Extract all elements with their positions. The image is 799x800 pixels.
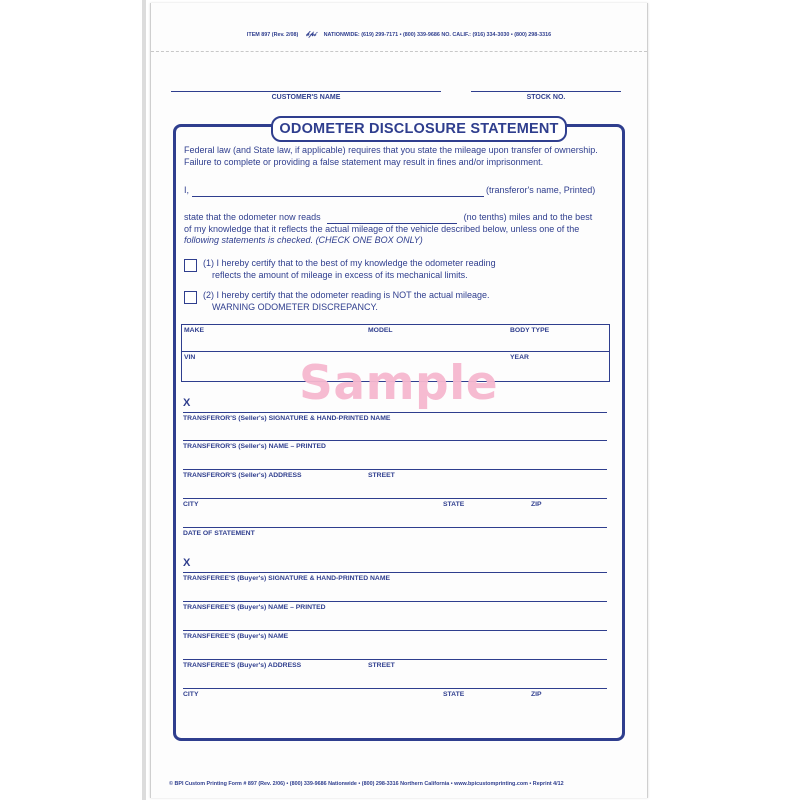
buyer-city-line[interactable] bbox=[183, 688, 607, 689]
statement-line-3: following statements is checked. (CHECK ONE BOX ONLY) bbox=[184, 235, 423, 245]
odometer-reading-input[interactable] bbox=[327, 214, 457, 224]
item-number: ITEM 897 (Rev. 2/08) bbox=[246, 32, 299, 38]
seller-street-label: STREET bbox=[368, 472, 395, 479]
make-field[interactable]: MAKE bbox=[184, 327, 205, 334]
intro-line-1: Federal law (and State law, if applicable) requires that you state the mileage upon transfer of ownership. bbox=[184, 145, 598, 155]
seller-x-mark: X bbox=[183, 397, 191, 409]
checkbox-2-line-2: WARNING ODOMETER DISCREPANCY. bbox=[212, 301, 378, 312]
statement-part-2: (no tenths) miles and to the best bbox=[463, 212, 593, 222]
seller-name-line[interactable] bbox=[183, 440, 607, 441]
transferor-prefix: I, bbox=[184, 185, 190, 195]
seller-city-label: CITY bbox=[183, 501, 199, 508]
statement-line-2: of my knowledge that it reflects the actual mileage of the vehicle described below, unless one of the bbox=[184, 223, 580, 234]
bpi-logo: 𝒷𝓅𝒾 bbox=[305, 31, 317, 38]
buyer-street-label: STREET bbox=[368, 662, 395, 669]
sample-watermark: Sample bbox=[299, 356, 499, 411]
seller-name-label: TRANSFEROR'S (Seller's) NAME – PRINTED bbox=[183, 443, 326, 450]
seller-address-line[interactable] bbox=[183, 469, 607, 470]
body-type-field[interactable]: BODY TYPE bbox=[510, 327, 550, 334]
year-field[interactable]: YEAR bbox=[510, 354, 529, 361]
stock-no-label: STOCK NO. bbox=[526, 94, 566, 101]
buyer-name-label: TRANSFEREE'S (Buyer's) NAME bbox=[183, 633, 289, 640]
form-footer: © BPI Custom Printing Form # 897 (Rev. 2/06) • (800) 339-9686 Nationwide • (800) 298-3316 Northern California • www.bpicustomprinting.com • Reprint 4/12 bbox=[169, 781, 564, 787]
buyer-name-printed-label: TRANSFEREE'S (Buyer's) NAME – PRINTED bbox=[183, 604, 326, 611]
stock-no-field[interactable] bbox=[471, 91, 621, 101]
buyer-zip-label: ZIP bbox=[531, 691, 542, 698]
seller-address-label: TRANSFEROR'S (Seller's) ADDRESS bbox=[183, 472, 302, 479]
statement-date-label: DATE OF STATEMENT bbox=[183, 530, 255, 537]
checkbox-mechanical-limits[interactable] bbox=[184, 259, 197, 272]
checkbox-2-text bbox=[203, 290, 613, 313]
buyer-x-mark: X bbox=[183, 557, 191, 569]
seller-state-label: STATE bbox=[443, 501, 465, 508]
checkbox-2-line-1: (2) I hereby certify that the odometer reading is NOT the actual mileage. bbox=[203, 290, 490, 300]
vehicle-box-divider bbox=[182, 351, 609, 352]
checkbox-1-line-2: reflects the amount of mileage in excess of its mechanical limits. bbox=[212, 269, 468, 280]
buyer-address-line[interactable] bbox=[183, 659, 607, 660]
odometer-form-frame bbox=[173, 121, 625, 741]
form-sheet bbox=[150, 3, 648, 798]
transferor-name-input[interactable] bbox=[192, 187, 484, 197]
statement-date-line[interactable] bbox=[183, 527, 607, 528]
transferor-suffix: (transferor's name, Printed) bbox=[486, 185, 596, 195]
mileage-statement bbox=[184, 212, 624, 247]
buyer-city-label: CITY bbox=[183, 691, 199, 698]
buyer-address-label: TRANSFEREE'S (Buyer's) ADDRESS bbox=[183, 662, 302, 669]
intro-line-2: Failure to complete or providing a false statement may result in fines and/or imprisonment. bbox=[184, 156, 544, 167]
vin-field[interactable]: VIN bbox=[184, 354, 196, 361]
checkbox-1-text bbox=[203, 258, 613, 281]
checkbox-not-actual-mileage[interactable] bbox=[184, 291, 197, 304]
buyer-name-printed-line[interactable] bbox=[183, 601, 607, 602]
customer-name-label: CUSTOMER'S NAME bbox=[271, 94, 341, 101]
model-field[interactable]: MODEL bbox=[368, 327, 393, 334]
buyer-name-line[interactable] bbox=[183, 630, 607, 631]
scan-edge bbox=[142, 0, 146, 800]
buyer-signature-line[interactable] bbox=[183, 572, 607, 573]
seller-signature-line[interactable] bbox=[183, 412, 607, 413]
checkbox-1-line-1: (1) I hereby certify that to the best of my knowledge the odometer reading bbox=[203, 258, 496, 268]
seller-city-line[interactable] bbox=[183, 498, 607, 499]
intro-text bbox=[184, 145, 624, 168]
seller-signature-label: TRANSFEROR'S (Seller's) SIGNATURE & HAND-PRINTED NAME bbox=[183, 415, 391, 422]
form-title: ODOMETER DISCLOSURE STATEMENT bbox=[271, 116, 567, 142]
customer-name-field[interactable] bbox=[171, 91, 441, 101]
transferor-name-row bbox=[184, 185, 624, 197]
buyer-state-label: STATE bbox=[443, 691, 465, 698]
buyer-signature-label: TRANSFEREE'S (Buyer's) SIGNATURE & HAND-PRINTED NAME bbox=[183, 575, 391, 582]
phone-numbers: NATIONWIDE: (619) 299-7171 • (800) 339-9686 NO. CALIF.: (916) 334-3030 • (800) 298-3316 bbox=[323, 32, 552, 38]
form-header bbox=[151, 31, 647, 39]
statement-part-1: state that the odometer now reads bbox=[184, 212, 321, 222]
seller-zip-label: ZIP bbox=[531, 501, 542, 508]
perforation-line bbox=[151, 51, 647, 52]
